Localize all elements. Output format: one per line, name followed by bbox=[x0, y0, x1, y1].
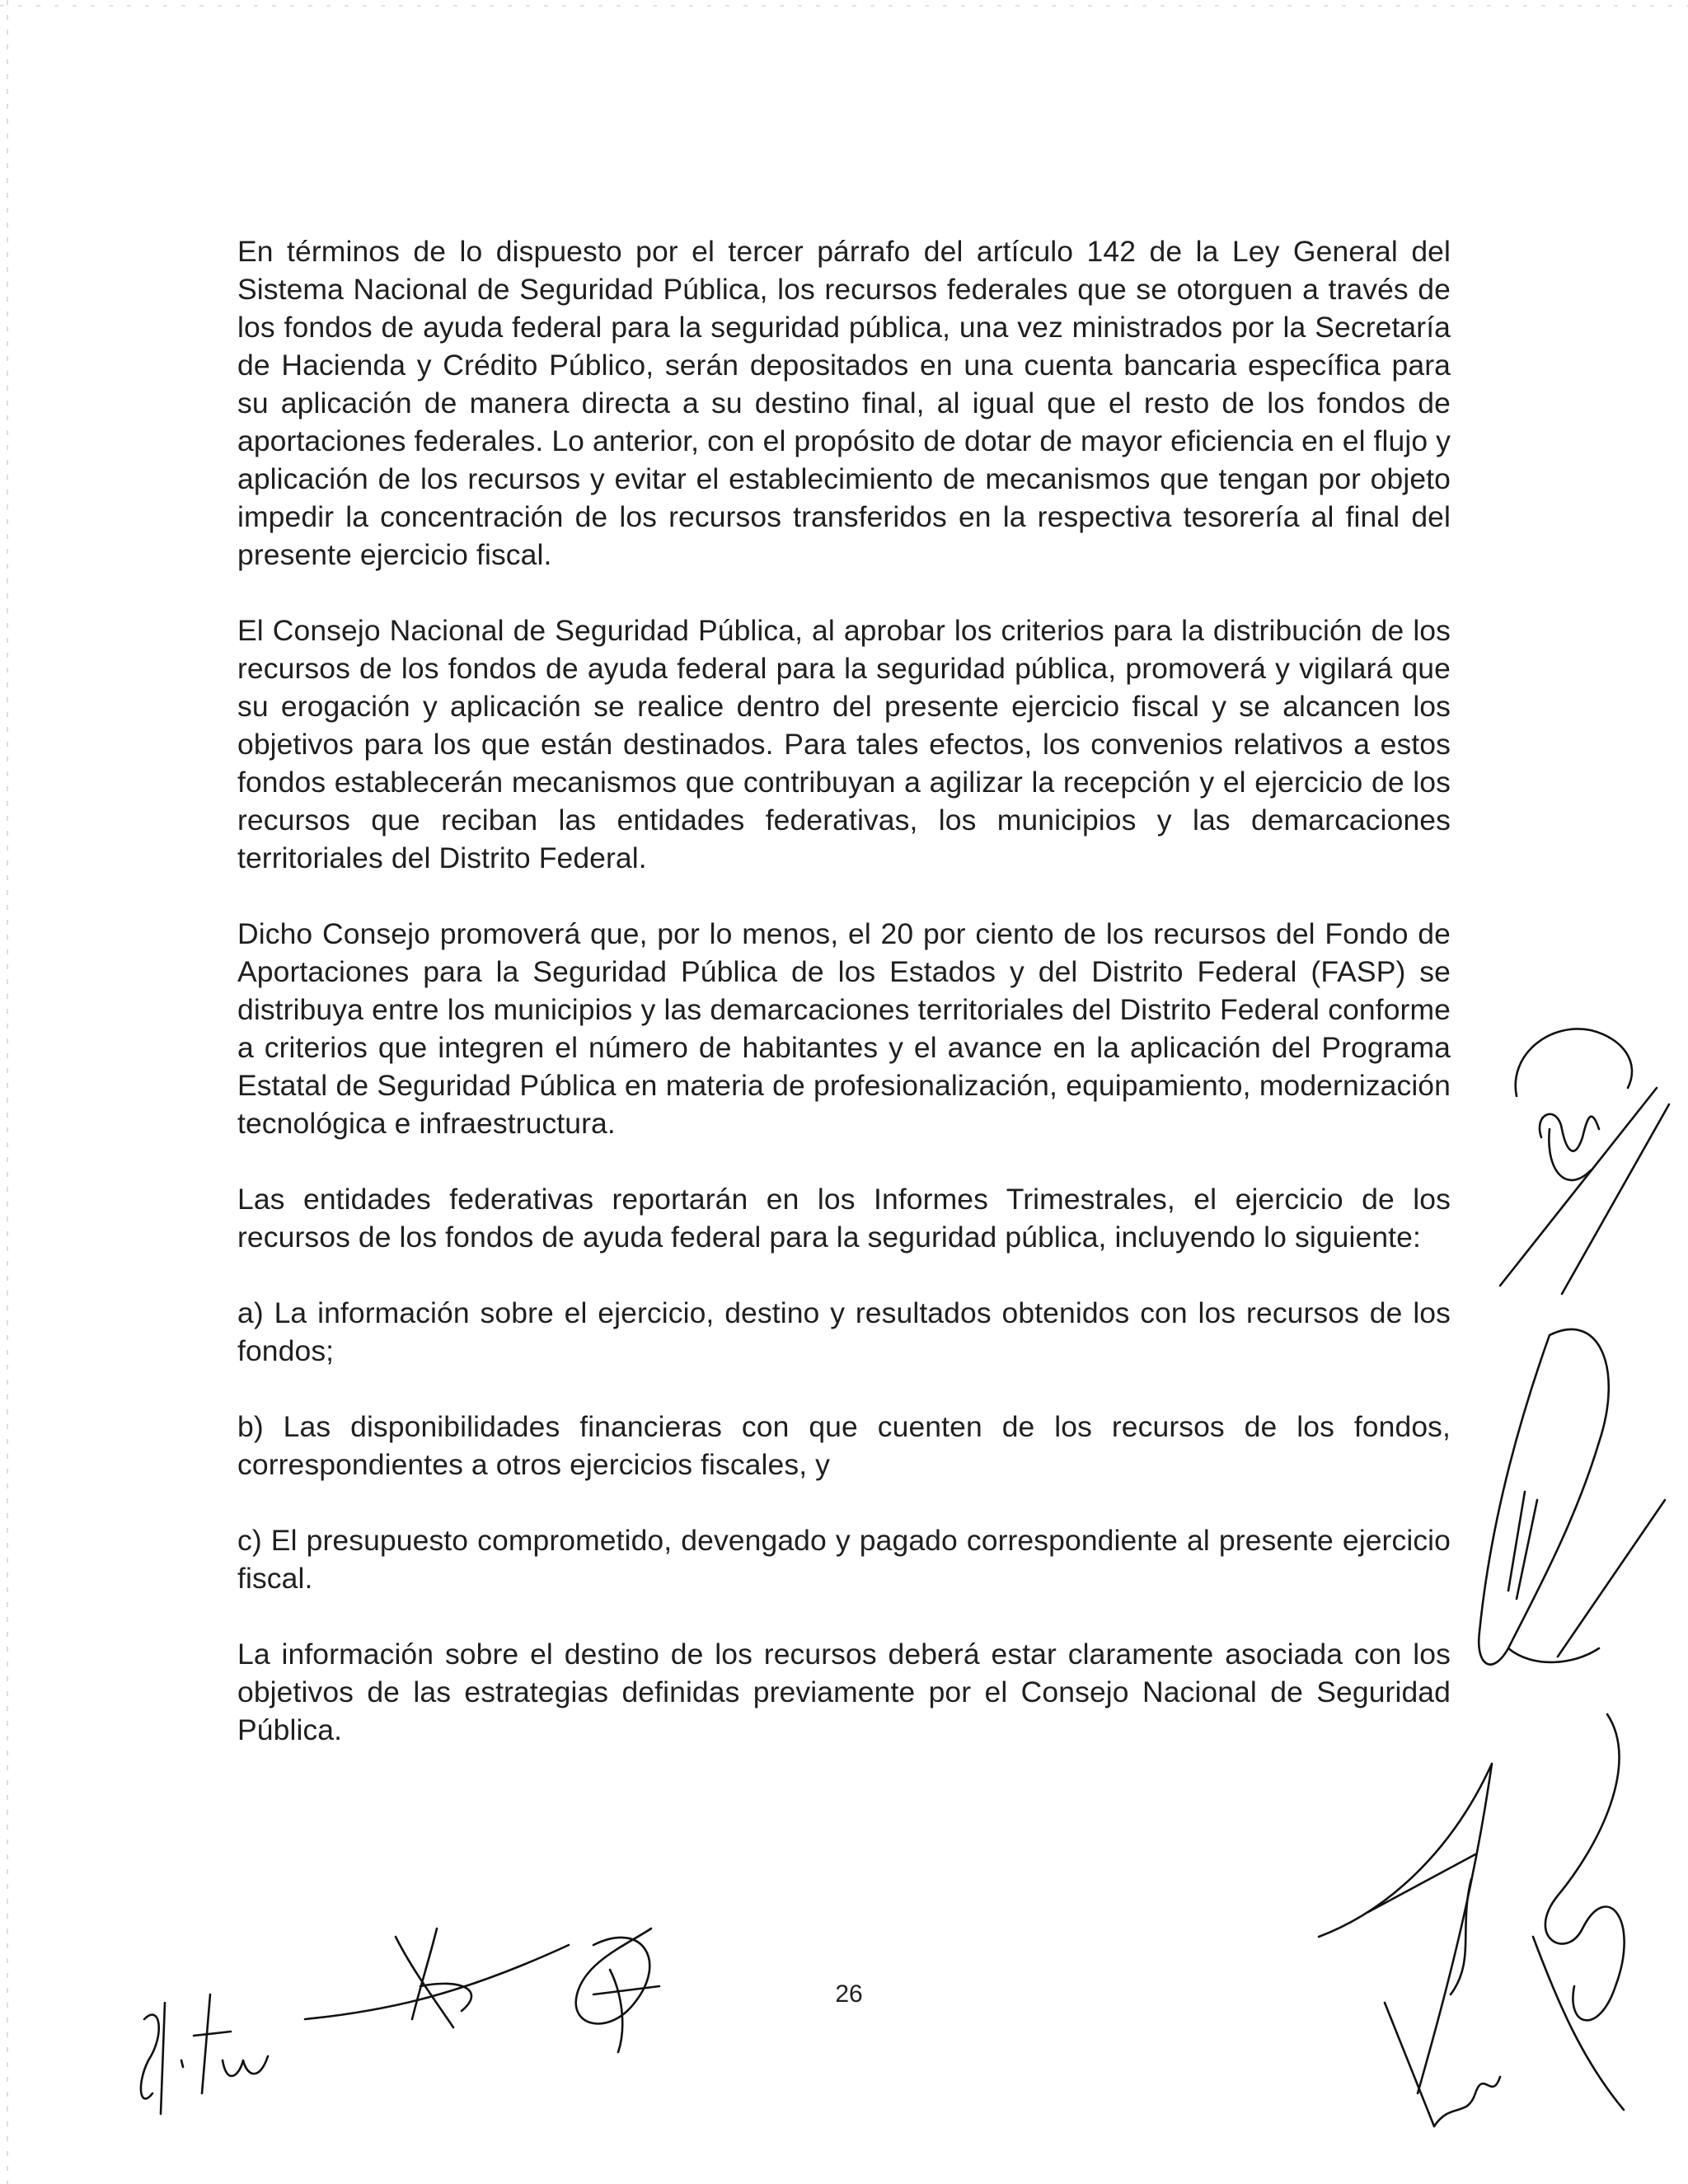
signature-bottom-left-initials bbox=[115, 1970, 297, 2135]
signature-bottom-center bbox=[297, 1912, 684, 2060]
scan-artifact-left bbox=[7, 0, 8, 2184]
document-body bbox=[237, 232, 1451, 1787]
list-item-a: a) La información sobre el ejercicio, destino y resultados obtenidos con los recursos de los fondos; bbox=[237, 1296, 1451, 1367]
list-item-b: b) Las disponibilidades financieras con que cuenten de los recursos de los fondos, correspondientes a otros ejercicios fiscales, y bbox=[237, 1410, 1451, 1481]
paragraph-fasp-distribution: Dicho Consejo promoverá que, por lo menos, el 20 por ciento de los recursos del Fondo de Aportaciones para la Seguridad Pública de los Estados y del Distrito Federal (FASP) se distribuya entre los municipios y las demarcaciones territoriales del Distrito Federal conforme a criterios que integren el número de habitantes y el avance en la aplicación del Programa Estatal de Seguridad Pública en materia de profesionalización, equipamiento, modernización tecnológica e infraestructura. bbox=[237, 917, 1451, 1140]
signature-right-bottom bbox=[1286, 1714, 1673, 2176]
paragraph-destino-recursos: La información sobre el destino de los recursos deberá estar claramente asociada con los objetivos de las estrategias definidas previamente por el Consejo Nacional de Seguridad Pública. bbox=[237, 1638, 1451, 1746]
paragraph-consejo-nacional: El Consejo Nacional de Seguridad Pública, al aprobar los criterios para la distribución de los recursos de los fondos de ayuda federal para la seguridad pública, promoverá y vigilará que su erogación y aplicación se realice dentro del presente ejercicio fiscal y se alcancen los objetivos para los que están destinados. Para tales efectos, los convenios relativos a estos fondos establecerán mecanismos que contribuyan a agilizar la recepción y el ejercicio de los recursos que reciban las entidades federativas, los municipios y las demarcaciones territoriales del Distrito Federal. bbox=[237, 614, 1451, 874]
signature-right-top bbox=[1484, 1005, 1673, 1294]
list-item-c: c) El presupuesto comprometido, devengado y pagado correspondiente al presente ejercicio fiscal. bbox=[237, 1524, 1451, 1595]
scan-artifact-top bbox=[0, 5, 1688, 7]
page-number: 26 bbox=[835, 1980, 863, 2008]
signature-right-middle bbox=[1459, 1302, 1673, 1690]
paragraph-article-142: En términos de lo dispuesto por el tercer párrafo del artículo 142 de la Ley General del Sistema Nacional de Seguridad Pública, los recursos federales que se otorguen a través de los fondos de ayuda federal para la seguridad pública, una vez ministrados por la Secretaría de Hacienda y Crédito Público, serán depositados en una cuenta bancaria específica para su aplicación de manera directa a su destino final, al igual que el resto de los fondos de aportaciones federales. Lo anterior, con el propósito de dotar de mayor eficiencia en el flujo y aplicación de los recursos y evitar el establecimiento de mecanismos que tengan por objeto impedir la concentración de los recursos transferidos en la respectiva tesorería al final del presente ejercicio fiscal. bbox=[237, 235, 1451, 571]
paragraph-informes-trimestrales: Las entidades federativas reportarán en los Informes Trimestrales, el ejercicio de los recursos de los fondos de ayuda federal para la seguridad pública, incluyendo lo siguiente: bbox=[237, 1183, 1451, 1254]
